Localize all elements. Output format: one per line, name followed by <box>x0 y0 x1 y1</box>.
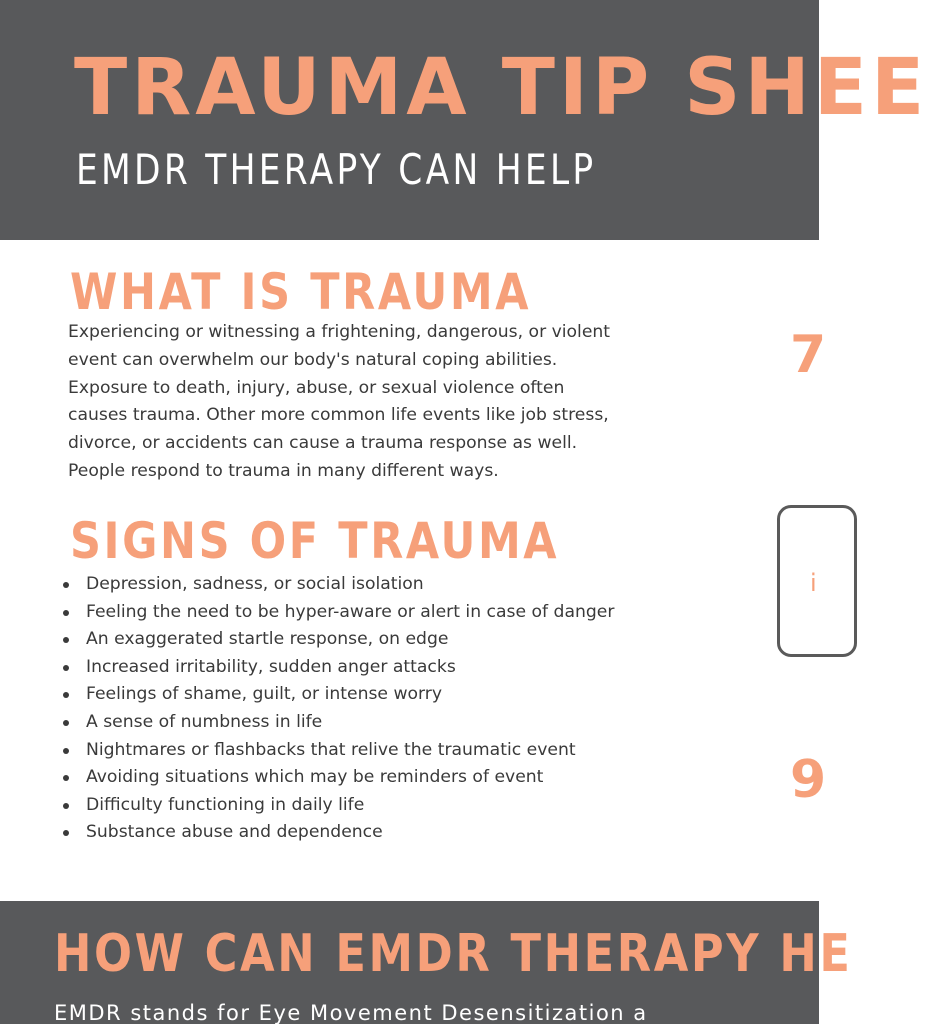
what-is-trauma-heading: WHAT IS TRAUMA <box>70 263 532 321</box>
statistic-number: 9 <box>790 750 827 810</box>
list-item: Nightmares or flashbacks that relive the traumatic event <box>60 737 750 765</box>
paragraph-line: causes trauma. Other more common life events like job stress, <box>68 405 609 426</box>
list-item: Substance abuse and dependence <box>60 819 750 847</box>
list-item: Avoiding situations which may be reminders of event <box>60 764 750 792</box>
signs-of-trauma-heading: SIGNS OF TRAUMA <box>70 512 560 570</box>
page-subtitle: EMDR THERAPY CAN HELP <box>76 145 597 194</box>
paragraph-line: event can overwhelm our body's natural coping abilities. <box>68 349 558 370</box>
list-item: Depression, sadness, or social isolation <box>60 571 750 599</box>
callout-text: i <box>810 569 817 597</box>
paragraph-line: Exposure to death, injury, abuse, or sexual violence often <box>68 377 565 398</box>
footer-banner <box>0 901 853 1025</box>
header-banner <box>0 0 928 240</box>
list-item: A sense of numbness in life <box>60 709 750 737</box>
page-title: TRAUMA TIP SHEE <box>74 43 928 133</box>
callout-box <box>777 505 857 657</box>
emdr-definition-text: EMDR stands for Eye Movement Desensitization a <box>54 1001 648 1025</box>
statistic-number: 7 <box>790 325 827 385</box>
how-can-emdr-help-heading: HOW CAN EMDR THERAPY HE <box>54 924 853 984</box>
list-item: Increased irritability, sudden anger attacks <box>60 654 750 682</box>
paragraph-line: divorce, or accidents can cause a trauma response as well. <box>68 433 578 454</box>
what-is-trauma-paragraph <box>68 319 768 486</box>
paragraph-line: Experiencing or witnessing a frightening, dangerous, or violent <box>68 322 611 342</box>
list-item: Feeling the need to be hyper-aware or alert in case of danger <box>60 599 750 627</box>
list-item: An exaggerated startle response, on edge <box>60 626 750 654</box>
paragraph-line: People respond to trauma in many different ways. <box>68 460 499 481</box>
list-item: Feelings of shame, guilt, or intense worry <box>60 681 750 709</box>
list-item: Difficulty functioning in daily life <box>60 792 750 820</box>
signs-list <box>60 571 750 847</box>
